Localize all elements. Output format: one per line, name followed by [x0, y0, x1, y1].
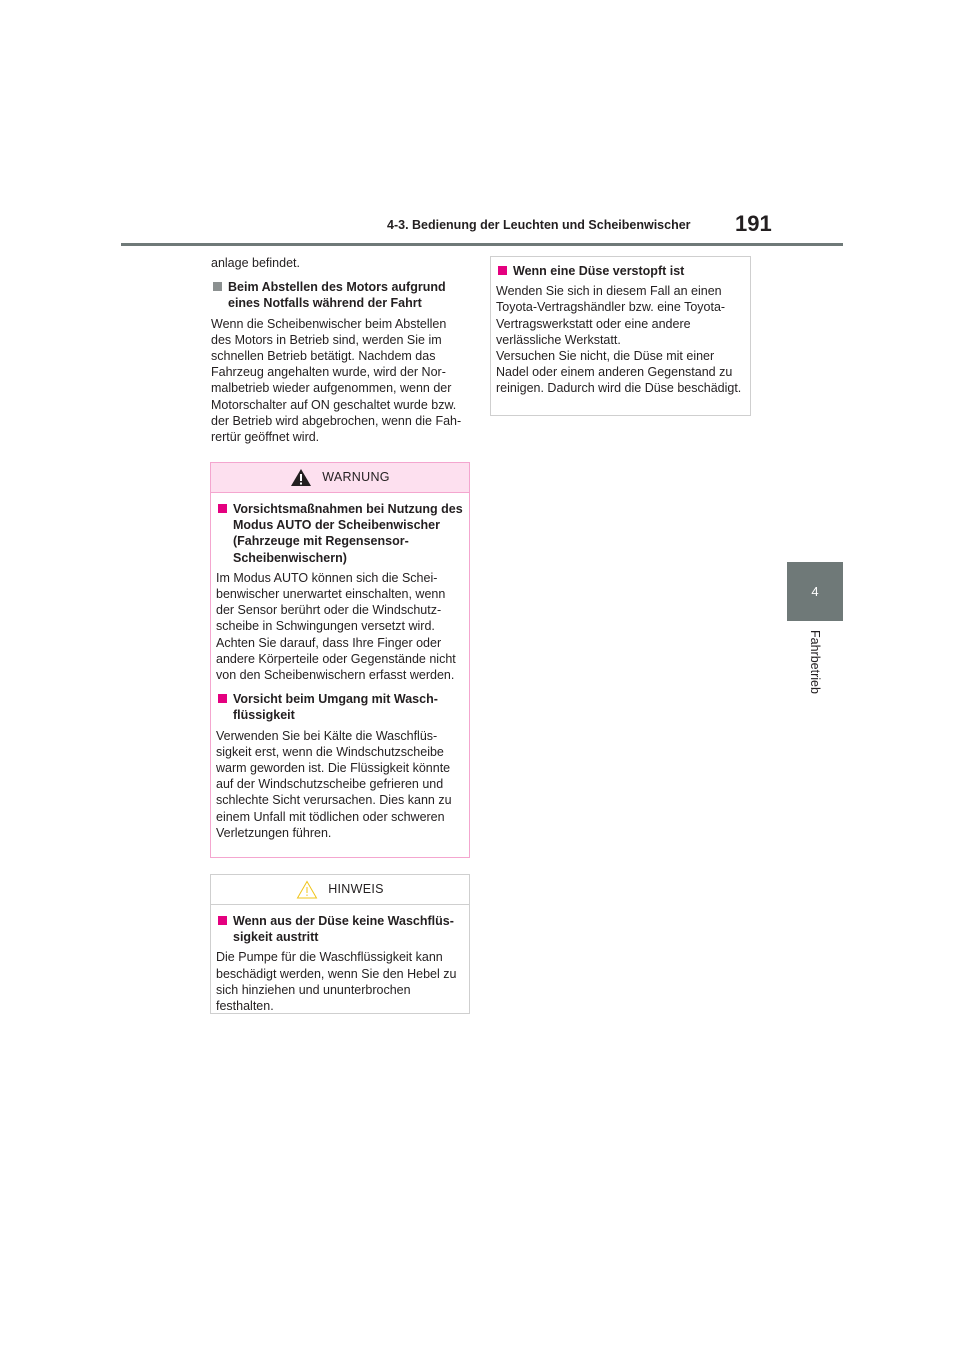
header-divider: [121, 243, 843, 246]
pink-square-bullet-icon: [218, 504, 227, 513]
pink-square-bullet-icon: [498, 266, 507, 275]
info-body-text: Wenden Sie sich in diesem Fall an einen Toyota-Vertragshändler bzw. eine Toyota-Vertragswerkstatt oder eine andere verlässliche Werkstatt.: [496, 284, 726, 347]
warning-item-body: Verwenden Sie bei Kälte die Waschflüssigkeit erst, wenn die Windschutzscheibe warm geworden ist. Die Flüssigkeit könnte auf der Windschutzscheibe gefrieren und schlechte Sicht verursachen. Dies kann zu einem Unfall mit tödlichen oder schweren Verletzungen führen.: [216, 728, 452, 840]
section-body: Wenn die Scheibenwischer beim Abstellen des Motors in Betrieb sind, werden Sie im schnellen Betrieb betätigt. Nachdem das Fahrzeug angehalten wurde, wird der Normalbetrieb wieder aufgenommen, wenn der Motorschalter auf ON geschaltet wurde bzw. der Betrieb wird abgebrochen, wenn die Fahrertür geöffnet wird.: [211, 316, 462, 445]
info-body-text: Versuchen Sie nicht, die Düse mit einer Nadel oder einem anderen Gegenstand zu reinigen. Dadurch wird die Düse beschädigt.: [496, 349, 742, 396]
info-heading: [496, 263, 744, 279]
section-heading: [211, 279, 467, 311]
gray-square-bullet-icon: [213, 282, 222, 291]
warning-label: WARNUNG: [322, 470, 390, 485]
page-number: 191: [735, 211, 772, 236]
caution-triangle-outline-icon: [296, 880, 318, 899]
warning-item-heading-text: Vorsicht beim Umgang mit Waschflüssigkeit: [233, 692, 438, 723]
info-heading-text: Wenn eine Düse verstopft ist: [513, 264, 685, 278]
warning-triangle-icon: [290, 468, 312, 487]
warning-item-heading: [216, 501, 463, 566]
pink-square-bullet-icon: [218, 694, 227, 703]
note-box: [210, 874, 470, 1014]
note-item-heading: [216, 913, 463, 945]
chapter-number: 4: [811, 584, 819, 599]
note-body: [211, 905, 469, 1026]
note-header: [211, 875, 469, 905]
left-column: [211, 255, 467, 453]
continuation-text: anlage befindet.: [211, 256, 300, 270]
info-box: [490, 256, 751, 416]
note-item-body: Die Pumpe für die Waschflüssigkeit kann beschädigt werden, wenn Sie den Hebel zu sich hinziehen und ununterbrochen festhalten.: [216, 950, 457, 1014]
note-label: HINWEIS: [328, 882, 384, 897]
warning-body: [211, 493, 469, 853]
info-body: [491, 257, 750, 409]
warning-header: [211, 463, 469, 493]
chapter-title: Fahrbetrieb: [808, 630, 822, 694]
warning-item-body: Im Modus AUTO können sich die Scheibenwischer unerwartet einschalten, wenn der Sensor berührt oder die Windschutzscheibe in Schwingungen versetzt wird. Achten Sie darauf, dass Ihre Finger oder andere Körperteile oder Gegenstände nicht von den Scheibenwischern erfasst werden.: [216, 570, 456, 683]
pink-square-bullet-icon: [218, 916, 227, 925]
chapter-tab: [787, 562, 843, 621]
section-title: 4-3. Bedienung der Leuchten und Scheibenwischer: [387, 218, 691, 232]
section-heading-text: Beim Abstellen des Motors aufgrund eines Notfalls während der Fahrt: [228, 280, 446, 311]
note-item-heading-text: Wenn aus der Düse keine Waschflüssigkeit austritt: [233, 914, 454, 945]
warning-item-heading: [216, 691, 463, 723]
warning-box: [210, 462, 470, 858]
warning-item-heading-text: Vorsichtsmaßnahmen bei Nutzung des Modus AUTO der Scheibenwischer (Fahrzeuge mit Regensensor-Scheibenwischern): [233, 502, 463, 565]
